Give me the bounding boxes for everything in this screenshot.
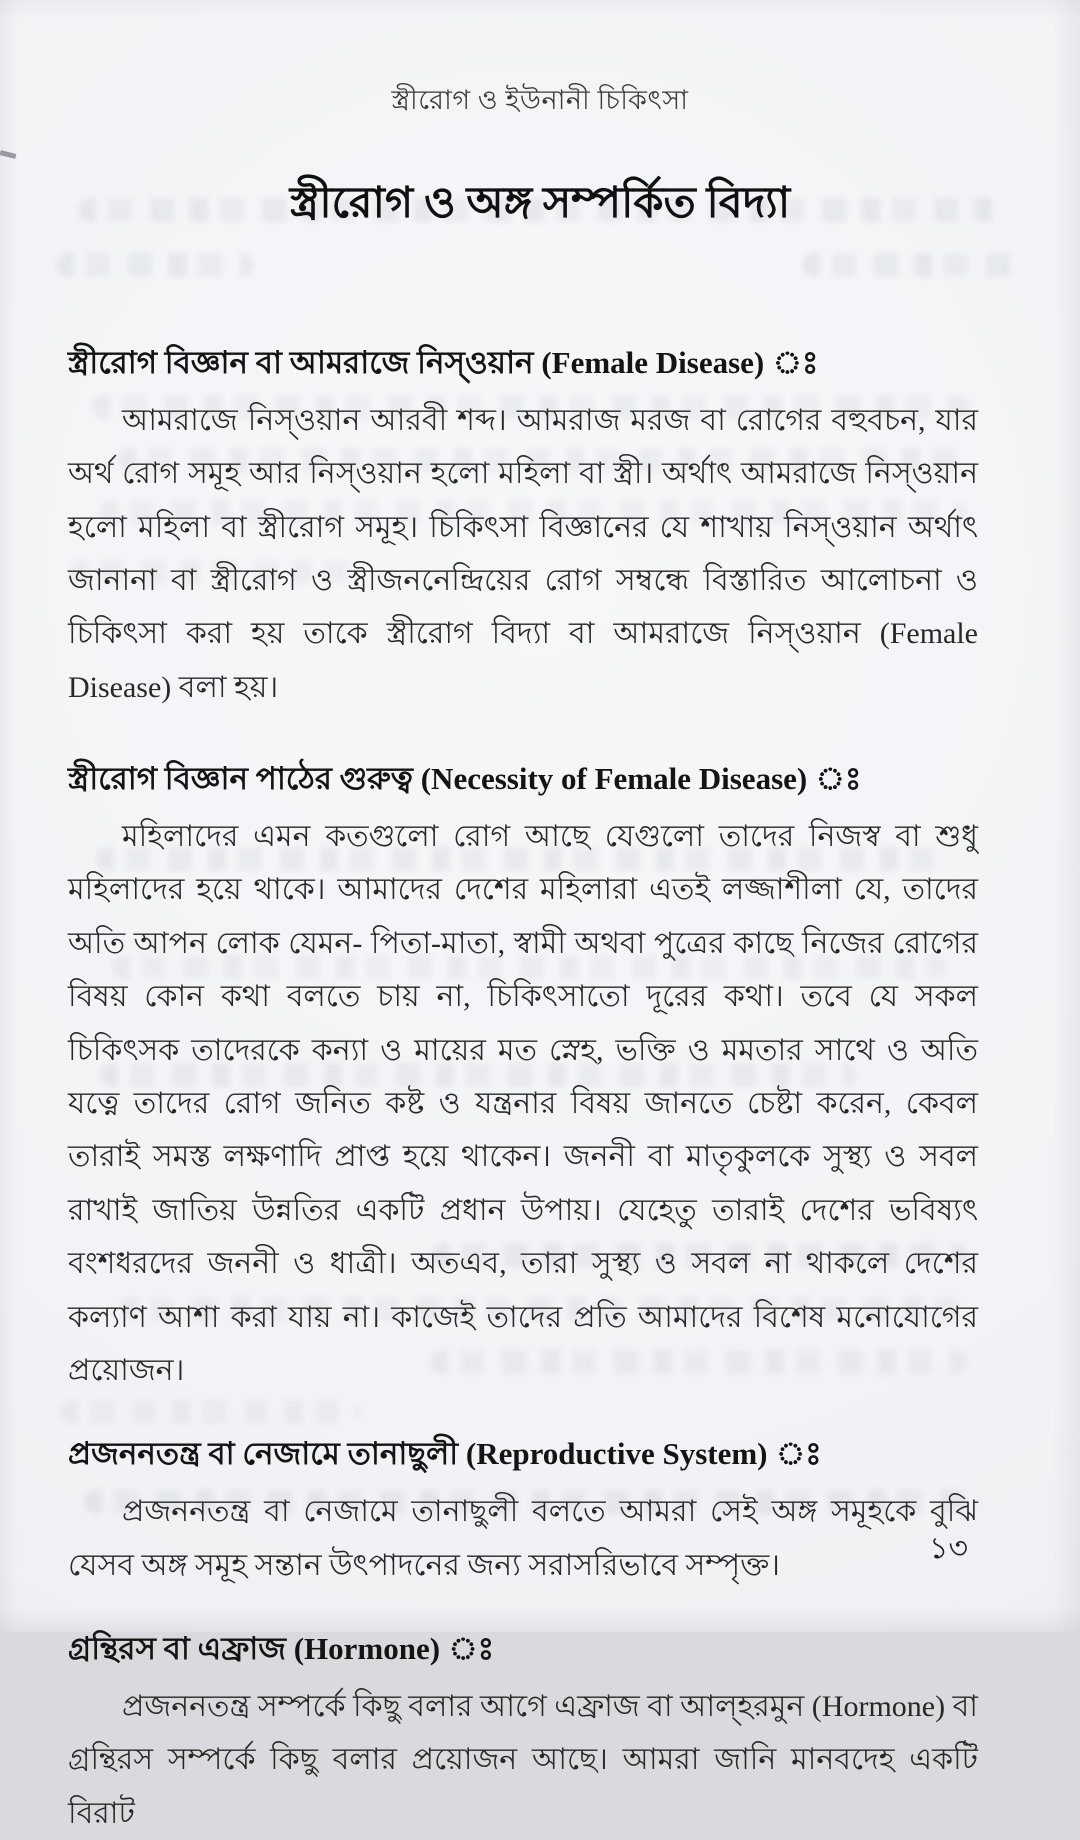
section-reproductive-system	[68, 1433, 978, 1592]
section-paragraph-hormone: প্রজননতন্ত্র সম্পর্কে কিছু বলার আগে এফ্রাজ বা আল্‌হরমুন (Hormone) বা গ্রন্থিরস সম্পর্কে কিছু বলার প্রয়োজন আছে। আমরা জানি মানবদেহ একটি বিরাট	[68, 1689, 978, 1830]
section-paragraph-reproductive-system: প্রজননতন্ত্র বা নেজামে তানাছুলী বলতে আমরা সেই অঙ্গ সমূহকে বুঝি যেসব অঙ্গ সমূহ সন্তান উৎপাদনের জন্য সরাসরিভাবে সম্পৃক্ত।	[68, 1495, 978, 1582]
section-heading-hormone: গ্রন্থিরস বা এফ্রাজ (Hormone) ঃ	[68, 1630, 495, 1666]
page-header	[0, 0, 1080, 242]
page-number: ১৩	[929, 1532, 968, 1565]
section-hormone	[68, 1628, 978, 1840]
section-heading-reproductive-system: প্রজননতন্ত্র বা নেজামে তানাছুলী (Reproductive System) ঃ	[68, 1436, 822, 1472]
page-title: স্ত্রীরোগ ও অঙ্গ সম্পর্কিত বিদ্যা	[289, 180, 791, 227]
section-paragraph-female-disease: আমরাজে নিস্‌ওয়ান আরবী শব্দ। আমরাজ মরজ বা রোগের বহুবচন, যার অর্থ রোগ সমূহ আর নিস্‌ওয়ান হলো মহিলা বা স্ত্রী। অর্থাৎ আমরাজে নিস্‌ওয়ান হলো মহিলা বা স্ত্রীরোগ সমূহ। চিকিৎসা বিজ্ঞানের যে শাখায় নিস্‌ওয়ান অর্থাৎ জানানা বা স্ত্রীরোগ ও স্ত্রীজননেন্দ্রিয়ের রোগ সম্বন্ধে বিস্তারিত আলোচনা ও চিকিৎসা করা হয় তাকে স্ত্রীরোগ বিদ্যা বা আমরাজে নিস্‌ওয়ান (Female Disease) বলা হয়।	[68, 403, 978, 704]
running-head: স্ত্রীরোগ ও ইউনানী চিকিৎসা	[391, 85, 689, 115]
section-heading-female-disease: স্ত্রীরোগ বিজ্ঞান বা আমরাজে নিস্‌ওয়ান (Female Disease) ঃ	[68, 345, 819, 380]
section-paragraph-necessity: মহিলাদের এমন কতগুলো রোগ আছে যেগুলো তাদের নিজস্ব বা শুধু মহিলাদের হয়ে থাকে। আমাদের দেশের মহিলারা এতই লজ্জাশীলা যে, তাদের অতি আপন লোক যেমন- পিতা-মাতা, স্বামী অথবা পুত্রের কাছে নিজের রোগের বিষয় কোন কথা বলতে চায় না, চিকিৎসাতো দূরের কথা। তবে যে সকল চিকিৎসক তাদেরকে কন্যা ও মায়ের মত স্নেহ, ভক্তি ও মমতার সাথে ও অতি যত্নে তাদের রোগ জনিত কষ্ট ও যন্ত্রনার বিষয় জানতে চেষ্টা করেন, কেবল তারাই সমস্ত লক্ষণাদি প্রাপ্ত হয়ে থাকেন। জননী বা মাতৃকুলকে সুস্থ্য ও সবল রাখাই জাতিয় উন্নতির একটি প্রধান উপায়। যেহেতু তারাই দেশের ভবিষ্যৎ বংশধরদের জননী ও ধাত্রী। অতএব, তারা সুস্থ্য ও সবল না থাকলে দেশের কল্যাণ আশা করা যায় না। কাজেই তাদের প্রতি আমাদের বিশেষ মনোযোগের প্রয়োজন।	[68, 820, 978, 1387]
section-female-disease	[68, 342, 978, 714]
page-content	[0, 242, 1080, 1840]
section-heading-necessity: স্ত্রীরোগ বিজ্ঞান পাঠের গুরুত্ব (Necessity of Female Disease) ঃ	[68, 761, 862, 797]
section-necessity-of-female-disease	[68, 758, 978, 1397]
